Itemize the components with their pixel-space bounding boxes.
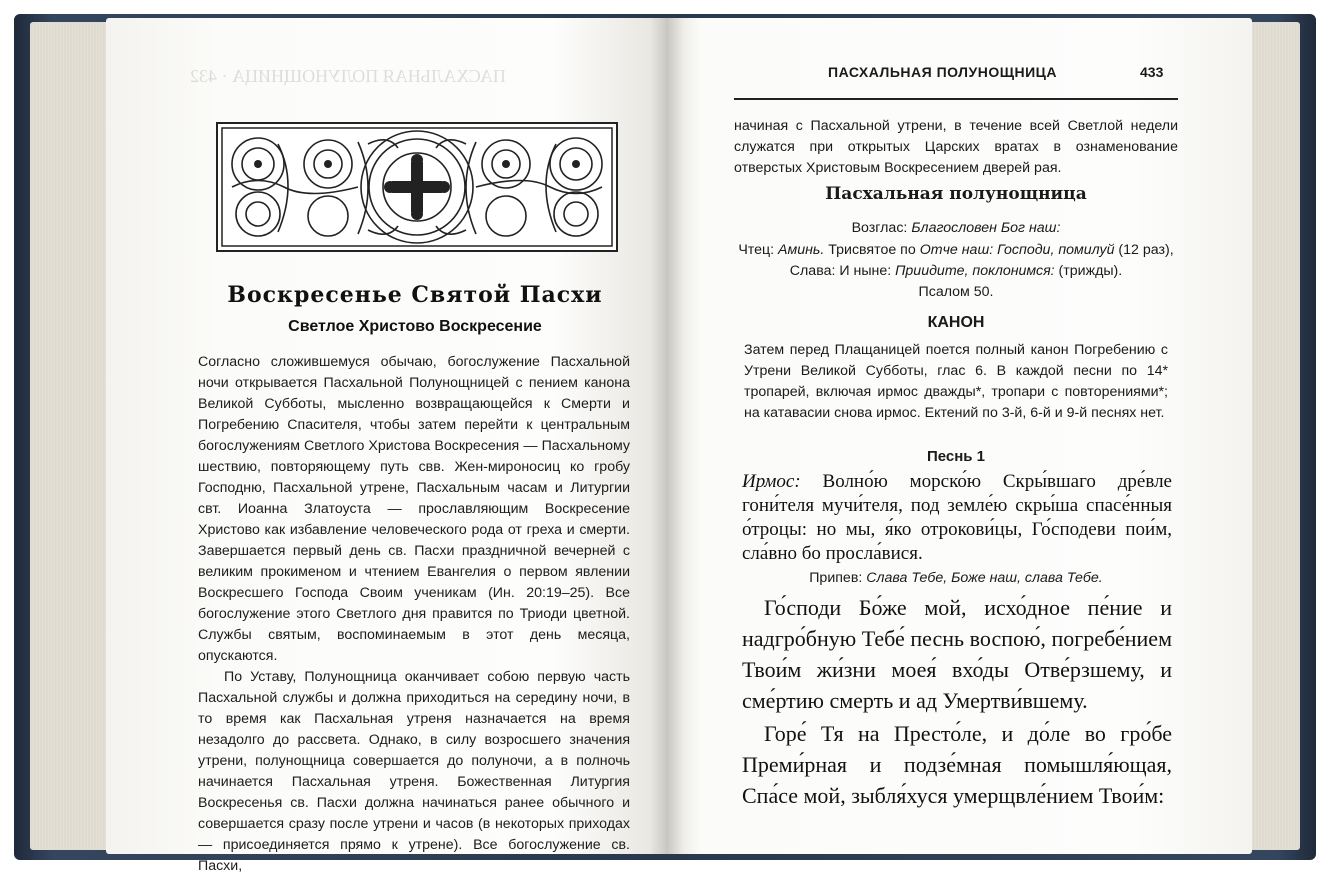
vozglas-line <box>734 218 1178 239</box>
chtets-priidite: Приидите, поклонимся: <box>895 263 1055 279</box>
intro-text: начиная с Пасхальной утрени, в течение всей Светлой недели служатся при открытых Царских вратах в ознаменование отверстых Христовым Воскресением дверей рая. <box>734 118 1178 176</box>
pesn-title: Песнь 1 <box>926 448 986 465</box>
vozglas-text: Благословен Бог наш: <box>911 220 1061 236</box>
paragraph: По Уставу, Полунощница оканчивает собою первую часть Пасхальной службы и должна приходиться на середину ночи, в то время как Пасхальная утреня назначается на время незадолго до рассвета. Однако, в силу возросшего значения утрени, полунощница совершается до полуночи, а в полночь начинается Пасхальная утреня. Божественная Литургия Воскресенья св. Пасхи должна начинаться ранее обычного и совершается сразу после утрени и часов (в некоторых приходах — присоединяется прямо к утрене). Все богослужение св. Пасхи, <box>198 669 630 874</box>
irmos-text-block <box>742 470 1172 566</box>
chtets-otche: Отче наш: Господи, помилуй <box>919 242 1115 258</box>
psalom: Псалом 50. <box>918 284 994 300</box>
running-head: ПАСХАЛЬНАЯ ПОЛУНОЩНИЦА <box>828 64 1057 80</box>
chtets-block <box>734 240 1178 303</box>
irmos-text: Волно́ю морско́ю Скры́вшаго дре́вле гони́теля мучи́теля, под земле́ю скры́ша спасе́нныя о́троцы: но мы, я́ко отрокови́цы, Го́сподеви пои́м, сла́вно бо просла́вися. <box>742 471 1172 564</box>
pripev-label: Припев: <box>809 570 863 586</box>
pripev-text: Слава Тебе, Боже наш, слава Тебе. <box>866 570 1103 586</box>
chtets-trisv: Трисвятое по <box>828 242 916 258</box>
chapter-subtitle: Светлое Христово Воскресение <box>288 318 542 335</box>
page-number: 433 <box>1140 64 1164 80</box>
kanon-text: Затем перед Плащаницей поется полный канон Погребению с Утрени Великой Субботы, глас 6. В каждой песни по 14* тропарей, включая ирмос дважды*, тропари с повторениями*; на катавасии снова ирмос. Ектений по 3-й, 6-й и 9-й песнях нет. <box>744 342 1168 421</box>
chtets-slava: Слава: И ныне: <box>789 263 892 279</box>
troparion-2: Горе́ Тя на Престо́ле, и до́ле во гро́бе Преми́рная и подзе́мная помышля́ющая, Спа́се мой, зыбля́хуся умерщвле́нием Твои́м: <box>742 721 1172 808</box>
pripev-line <box>734 568 1178 589</box>
kanon-title: КАНОН <box>927 314 985 331</box>
left-body-text <box>198 352 630 877</box>
chtets-label: Чтец: <box>738 242 775 258</box>
chtets-12: (12 раз), <box>1118 242 1174 258</box>
chapter-title: Воскресенье Святой Пасхи <box>227 282 603 308</box>
vozglas-label: Возглас: <box>851 220 908 236</box>
book-gutter <box>650 18 684 854</box>
decorative-ornament-cross <box>216 122 618 252</box>
irmos-label: Ирмос: <box>742 471 801 492</box>
section-title: Пасхальная полунощница <box>825 184 1087 204</box>
chtets-amin: Аминь. <box>778 242 825 258</box>
paragraph: Согласно сложившемуся обычаю, богослужение Пасхальной ночи открывается Пасхальной Полунощницей с пением канона Великой Субботы, мысленно возвращающейся к Смерти и Погребению Спасителя, чтобы затем перейти к центральным богослужениям Светлого Христова Воскресения — Пасхальному шествию, повторяющему путь свв. Жен-мироносиц ко гробу Господню, Пасхальной утрене, Пасхальным часам и Литургии свт. Иоанна Златоуста — прославляющим Воскресение Христово как избавление человеческого рода от греха и смерти. Завершается первый день св. Пасхи праздничной вечерней с великим прокименом и чтением Евангелия о первом явлении Воскресшего Господа Своим ученикам (Ин. 20:19–25). Все богослужение этого Светлого дня правится по Триоди цветной. Службы святым, воспоминаемым в этот день месяца, опускаются. <box>198 354 630 664</box>
header-rule <box>734 98 1178 100</box>
troparion-1: Го́споди Бо́же мой, исхо́дное пе́ние и надгро́бную Тебе́ песнь воспою́, погребе́нием Твои́м жи́зни моея́ вхо́ды Отве́рзшему, и сме́ртию смерть и ад Умертви́вшему. <box>742 595 1172 713</box>
bleed-through-header: ПАСХАЛЬНАЯ ПОЛУНОЩНИЦА · 432 <box>190 66 506 86</box>
chtets-trizhdy: (трижды). <box>1058 263 1123 279</box>
